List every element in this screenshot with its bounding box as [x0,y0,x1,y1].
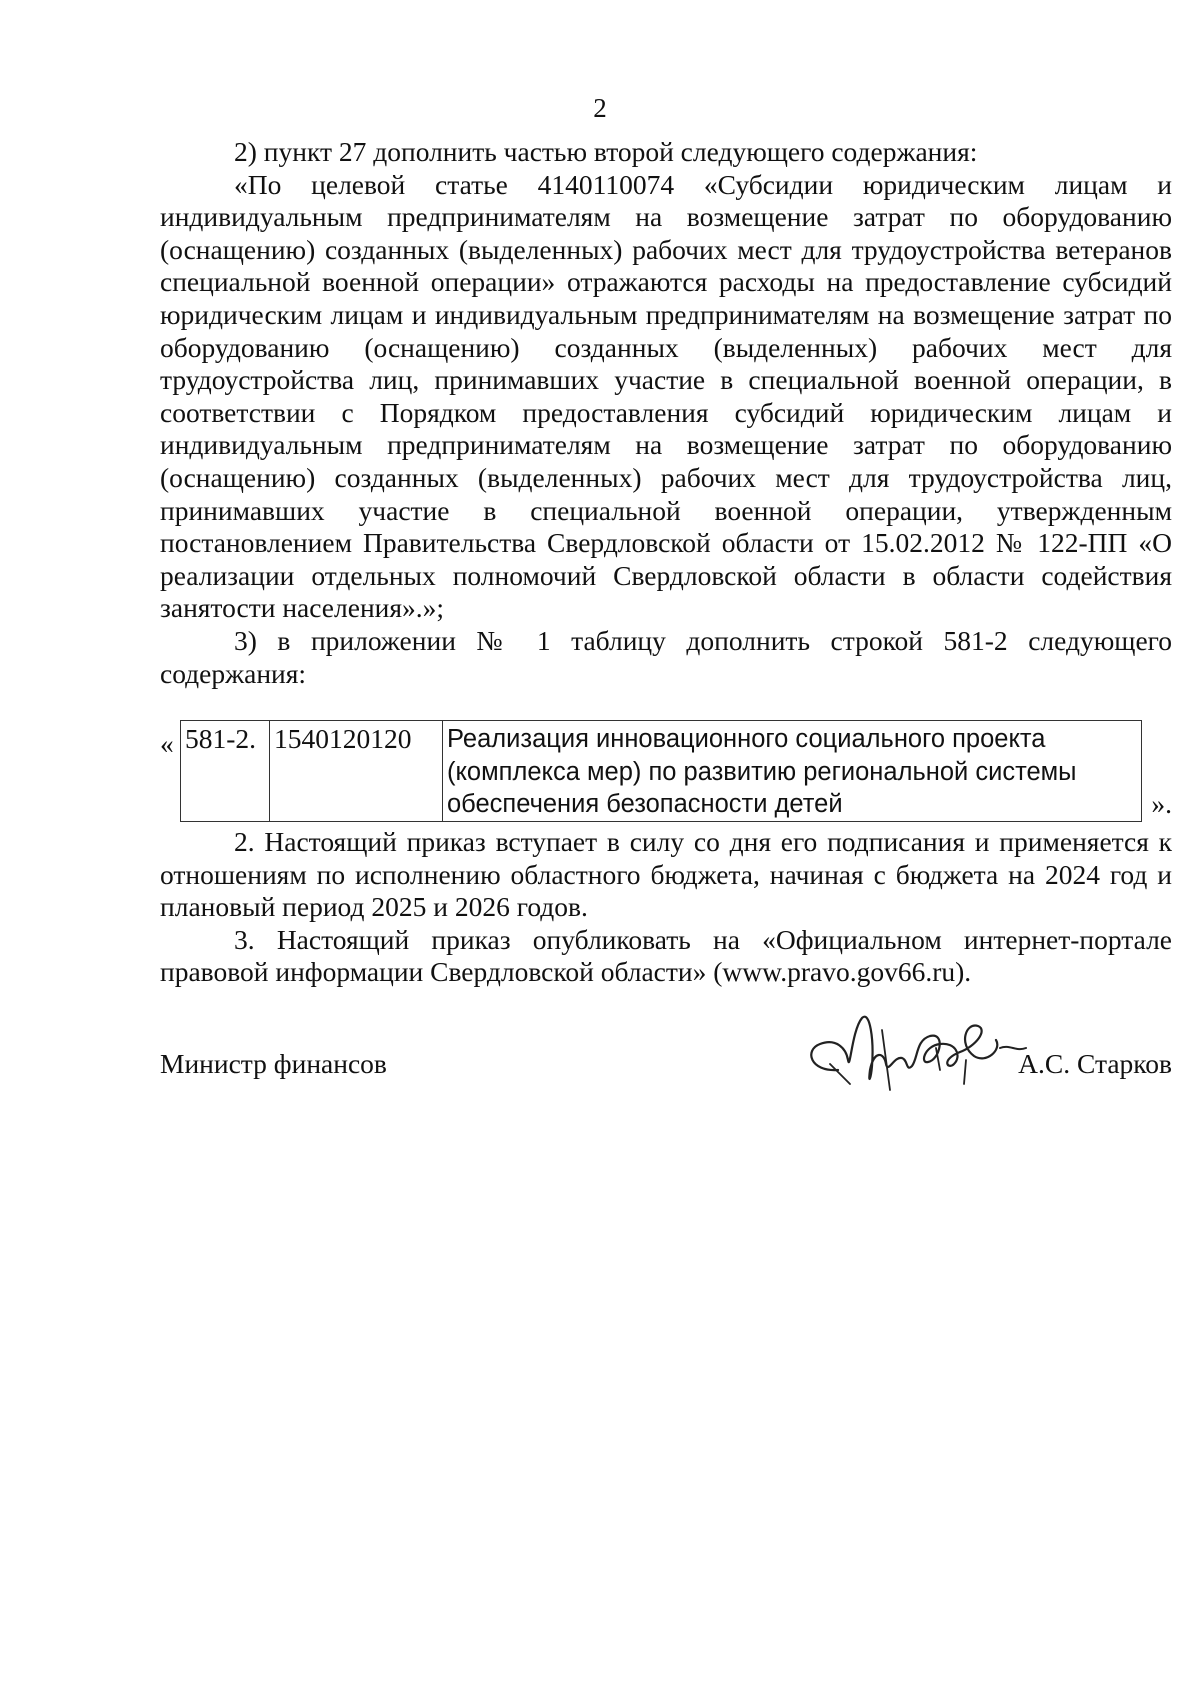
table-cell-name-line: Реализация инновационного социального проекта [447,725,1046,753]
table-cell-code: 1540120120 [270,721,443,822]
page-number: 2 [593,93,607,123]
inserted-table-row [160,720,1172,823]
closing-section [160,826,1172,989]
document-body [160,136,1172,690]
table-cell-number: 581-2. [181,721,270,822]
signature-block [160,1048,1172,1092]
signer-name: А.С. Старков [1018,1048,1172,1079]
table-quote-close: ». [1151,788,1172,820]
appendix-table [180,720,1142,822]
signer-title: Министр финансов [160,1048,387,1079]
table-row [181,721,1142,822]
paragraph-publication: 3. Настоящий приказ опубликовать на «Официальном интернет-портале правовой информации Свердловской области» (www.pravo.gov66.ru). [160,923,1172,988]
paragraph-item-27-addition: «По целевой статье 4140110074 «Субсидии юридическим лицам и индивидуальным предпринимателям на возмещение затрат по оборудованию (оснащению) созданных (выделенных) рабочих мест для трудоустройства ветеранов специальной военной операции» отражаются расходы на предоставление субсидий юридическим лицам и индивидуальным предпринимателям на возмещение затрат по оборудованию (оснащению) созданных (выделенных) рабочих мест для трудоустройства лиц, принимавших участие в специальной военной операции, в соответствии с Порядком предоставления субсидий юридическим лицам и индивидуальным предпринимателям на возмещение затрат по оборудованию (оснащению) созданных (выделенных) рабочих мест для трудоустройства лиц, принимавших участие в специальной военной операции, утвержденным постановлением Правительства Свердловской области от 15.02.2012 № 122-ПП «О реализации отдельных полномочий Свердловской области в области содействия занятости населения».»; [160,168,1172,624]
paragraph-effective-date: 2. Настоящий приказ вступает в силу со дня его подписания и применяется к отношениям по исполнению областного бюджета, начиная с бюджета на 2024 год и плановый период 2025 и 2026 годов. [160,826,1172,923]
table-quote-open: « [160,728,174,759]
table-cell-name-line: (комплекса мер) по развитию региональной системы [447,757,1077,786]
table-cell-name [443,721,1142,822]
paragraph-item-3: 3) в приложении № 1 таблицу дополнить строкой 581-2 следующего содержания: [160,624,1172,689]
table-cell-name-line: обеспечения безопасности детей [447,790,843,818]
paragraph-item-2: 2) пункт 27 дополнить частью второй следующего содержания: [234,136,978,167]
